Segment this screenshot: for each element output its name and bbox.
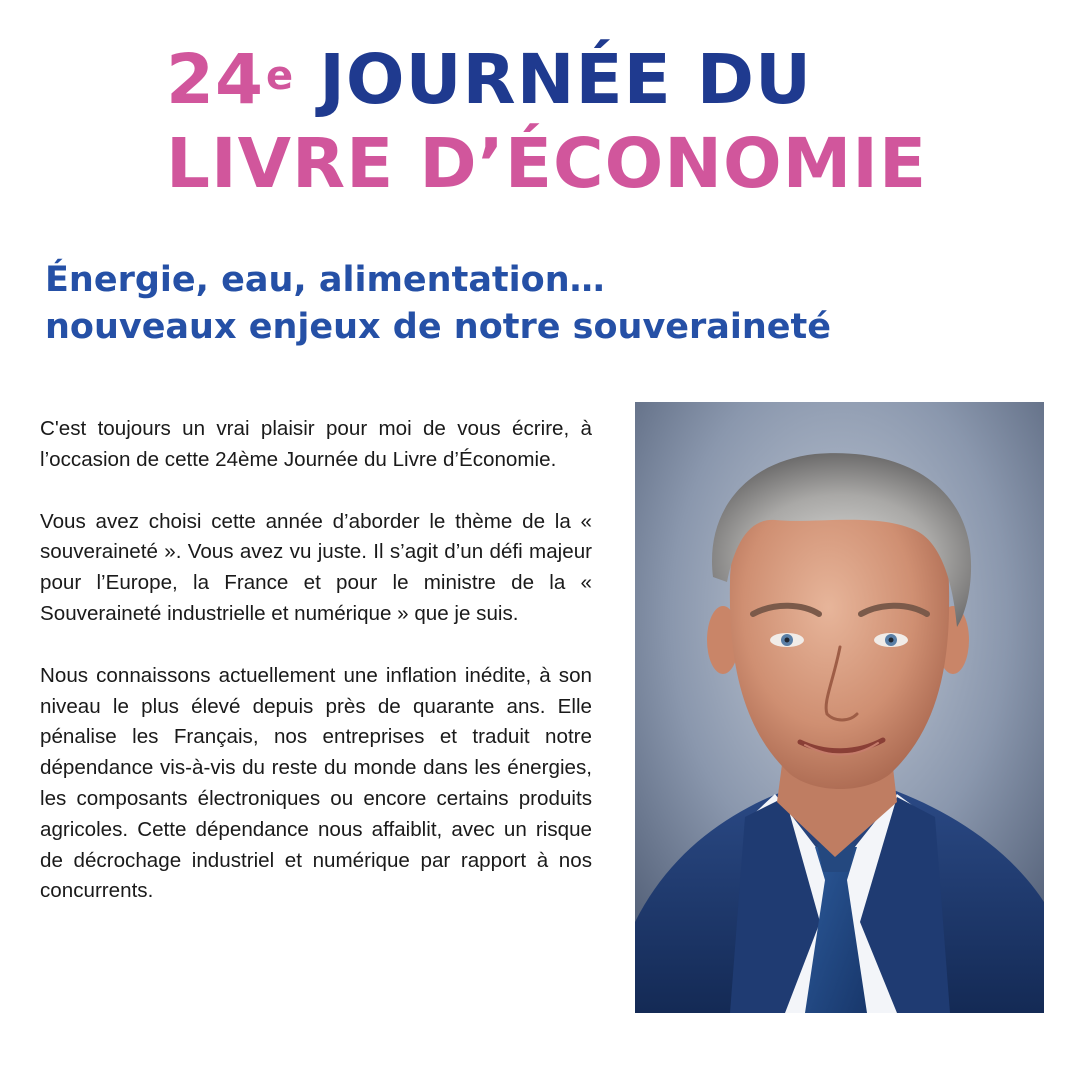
event-title bbox=[166, 38, 927, 206]
event-title-line-2: LIVRE D’ÉCONOMIE bbox=[166, 124, 928, 204]
theme-subtitle-line-2: nouveaux enjeux de notre souveraineté bbox=[45, 307, 831, 347]
paragraph: C'est toujours un vrai plaisir pour moi de vous écrire, à l’occasion de cette 24ème Journée du Livre d’Économie. bbox=[40, 417, 592, 471]
minister-portrait-photo bbox=[635, 402, 1044, 1013]
edition-number: 24 bbox=[166, 40, 265, 120]
paragraph: Nous connaissons actuellement une inflation inédite, à son niveau le plus élevé depuis près de quarante ans. Elle pénalise les Français, nos entreprises et traduit notre dépendance vis-à-vis du reste du monde dans les énergies, les composants électroniques ou encore certains produits agricoles. Cette dépendance nous affaiblit, avec un risque de décrochage industriel et numérique par rapport à nos concurrents. bbox=[40, 663, 592, 903]
paragraph: Vous avez choisi cette année d’aborder le thème de la « souveraineté ». Vous avez vu juste. Il s’agit d’un défi majeur pour l’Europe, la France et pour le ministre de la « Souveraineté industrielle et numérique » que je suis. bbox=[40, 509, 592, 625]
event-title-journee: JOURNÉE DU bbox=[319, 40, 813, 120]
letter-body bbox=[40, 414, 592, 938]
theme-subtitle bbox=[45, 257, 831, 351]
theme-subtitle-line-1: Énergie, eau, alimentation… bbox=[45, 260, 605, 300]
event-title-line-1 bbox=[166, 38, 927, 122]
edition-superscript: e bbox=[266, 53, 295, 99]
